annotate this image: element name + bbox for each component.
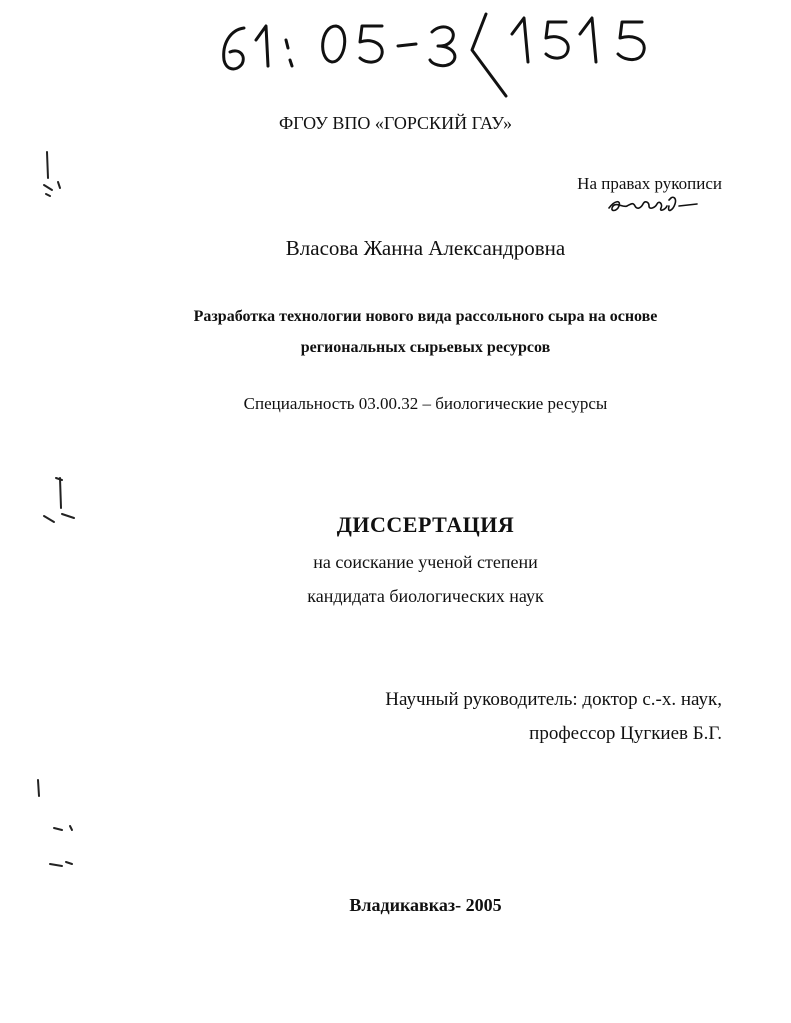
author-signature	[605, 192, 700, 218]
supervisor-line-2: профессор Цугкиев Б.Г.	[529, 723, 722, 744]
degree-line-2: кандидата биологических наук	[307, 586, 544, 606]
manuscript-rights-note: На правах рукописи	[577, 174, 722, 193]
document-type-heading: ДИССЕРТАЦИЯ	[336, 512, 515, 537]
specialty-line: Специальность 03.00.32 – биологические ресурсы	[243, 394, 608, 413]
author-name: Власова Жанна Александровна	[285, 236, 566, 260]
thesis-title: Разработка технологии нового вида рассольного сыра на основе региональных сырьевых ресурсов	[193, 308, 658, 356]
supervisor-line-1: Научный руководитель: доктор с.-х. наук,	[385, 689, 722, 710]
institution-name: ФГОУ ВПО «ГОРСКИЙ ГАУ»	[278, 113, 513, 133]
place-and-year: Владикавказ- 2005	[349, 895, 502, 915]
handwritten-archive-number	[210, 4, 660, 104]
degree-line-1: на соискание ученой степени	[313, 552, 538, 572]
